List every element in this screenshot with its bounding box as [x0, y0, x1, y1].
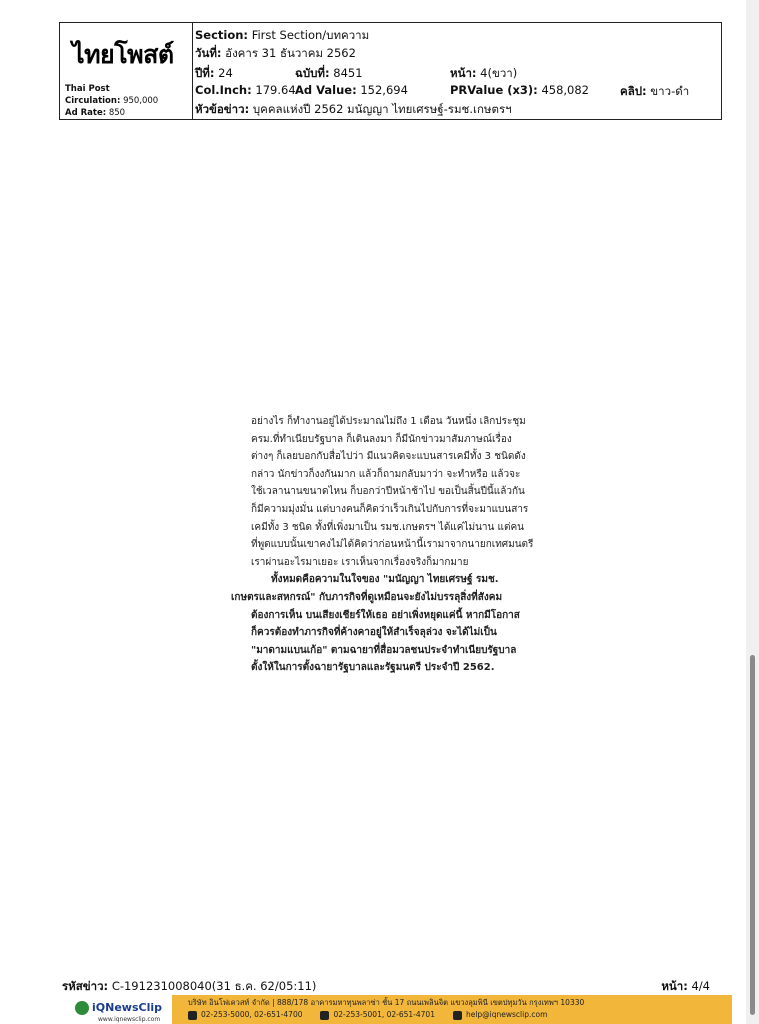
colinch-value: 179.64 [255, 83, 296, 97]
headline-value: บุคคลแห่งปี 2562 มนัญญา ไทยเศรษฐ์-รมช.เกษตรฯ [252, 102, 512, 116]
date-value: อังคาร 31 ธันวาคม 2562 [225, 46, 356, 60]
footer-bar [60, 994, 732, 1024]
email-item [453, 1010, 547, 1020]
article-paragraph-1 [251, 413, 541, 571]
phone-item [188, 1010, 302, 1020]
article-line: ที่พูดแบบนั้นเขาคงไม่ได้คิดว่าก่อนหน้านี้เรามาจากนายกเทศมนตรี [251, 539, 534, 551]
vertical-scrollbar[interactable] [746, 0, 759, 1024]
date-row [195, 45, 356, 63]
issue-label: ฉบับที่: [295, 66, 330, 80]
publication-info [65, 83, 158, 119]
news-code-label: รหัสข่าว: [62, 979, 109, 993]
prvalue-label: PRValue (x3): [450, 83, 538, 97]
article-line: ใช้เวลานานขนาดไหน ก็บอกว่าปีหน้าช้าไป ขอเป็นสิ้นปีนี้แล้วกัน [251, 486, 525, 498]
contact-row [188, 1010, 547, 1020]
year-label: ปีที่: [195, 66, 215, 80]
colinch-row [195, 83, 296, 97]
article-line: ต่างๆ ก็เลยบอกกับสื่อไปว่า มีแนวคิดจะแบนสารเคมีทั้ง 3 ชนิดดัง [251, 451, 526, 463]
advalue-row [295, 83, 408, 97]
adrate-label: Ad Rate: [65, 108, 107, 118]
article-line: "มาดามแบนเก้อ" ตามฉายาที่สื่อมวลชนประจำทำเนียบรัฐบาล [251, 644, 517, 656]
clip-value: ขาว-ดำ [650, 84, 690, 98]
advalue-label: Ad Value: [295, 83, 357, 97]
advalue-value: 152,694 [360, 83, 408, 97]
article-line: เคมีทั้ง 3 ชนิด ทั้งที่เพิ่งมาเป็น รมช.เกษตรฯ ได้แค่ไม่นาน แต่คน [251, 521, 524, 533]
section-value: First Section/บทความ [251, 28, 370, 42]
article-line: ตั้งให้ในการตั้งฉายารัฐบาลและรัฐมนตรี ประจำปี 2562. [251, 662, 495, 674]
section-label: Section: [195, 28, 249, 42]
phone-text: 02-253-5000, 02-651-4700 [201, 1010, 303, 1019]
news-code-value: C-191231008040(31 ธ.ค. 62/05:11) [111, 979, 317, 993]
article-paragraph-2 [231, 571, 541, 677]
adrate-value: 850 [108, 108, 126, 118]
newspaper-logo: ไทยโพสต์ [72, 40, 174, 69]
issue-row [295, 65, 363, 83]
article-line: อย่างไร ก็ทำงานอยู่ได้ประมาณไม่ถึง 1 เดือน วันหนึ่ง เลิกประชุม [251, 416, 526, 427]
page-row [450, 65, 517, 83]
publication-panel [60, 23, 193, 119]
headline-row [195, 101, 512, 119]
fax-icon [320, 1011, 329, 1020]
phone-icon [188, 1011, 197, 1020]
article-line: ต้องการเห็น บนเสียงเชียร์ให้เธอ อย่าเพิ่งหยุดแค่นี้ หากมีโอกาส [251, 609, 520, 621]
clip-metadata [195, 25, 720, 119]
year-value: 24 [218, 66, 233, 80]
iq-mark-icon [75, 1001, 89, 1015]
colinch-label: Col.Inch: [195, 83, 252, 97]
page-label: หน้า: [450, 66, 477, 80]
issue-value: 8451 [333, 66, 363, 80]
headline-label: หัวข้อข่าว: [195, 102, 250, 116]
email-text: help@iqnewsclip.com [465, 1010, 548, 1019]
page-counter-value: 4/4 [691, 979, 710, 993]
pub-name: Thai Post [65, 84, 110, 94]
circulation-value: 950,000 [123, 96, 159, 106]
clip-row [620, 83, 689, 101]
article-line: เกษตรและสหกรณ์" กับภารกิจที่ดูเหมือนจะยังไม่บรรลุสิ่งที่สังคม [231, 591, 503, 603]
fax-item [320, 1010, 434, 1020]
clip-label: คลิป: [620, 84, 647, 98]
section-row [195, 27, 369, 45]
date-label: วันที่: [195, 46, 222, 60]
article-line: ครม.ที่ทำเนียบรัฐบาล ก็เดินลงมา ก็มีนักข่าวมาสัมภาษณ์เรื่อง [251, 433, 512, 445]
iq-brand-url: www.iqnewsclip.com [98, 1016, 161, 1023]
scrollbar-thumb[interactable] [750, 655, 755, 1015]
mail-icon [453, 1011, 462, 1020]
fax-text: 02-253-5001, 02-651-4701 [333, 1010, 435, 1019]
prvalue-row [450, 83, 589, 97]
article-line: ก็ควรต้องทำภารกิจที่ค้างคาอยู่ให้สำเร็จลุล่วง จะได้ไม่เป็น [251, 627, 497, 639]
company-address: บริษัท อินโฟเควสท์ จำกัด | 888/178 อาคารมหาทุนพลาซ่า ชั้น 17 ถนนเพลินจิต แขวงลุมพินี เขตปทุมวัน กรุงเทพฯ 10330 [188, 998, 585, 1007]
article-line: กล่าว นักข่าวก็งงกันมาก แล้วก็ถามกลับมาว่า จะทำหรือ แล้วจะ [251, 468, 521, 480]
article-body [231, 413, 541, 677]
iqnewsclip-logo [70, 998, 170, 1024]
contact-strip [172, 995, 732, 1024]
year-row [195, 65, 233, 83]
article-line: ทั้งหมดคือความในใจของ "มนัญญา ไทยเศรษฐ์ รมช. [271, 574, 499, 586]
page-value: 4(ขวา) [480, 66, 518, 80]
iq-brand-text: iQNewsClip [92, 1001, 162, 1014]
article-line: ก็มีความมุ่งมั่น แต่บางคนก็คิดว่าเร็วเกินไปกับการที่จะมาแบนสาร [251, 503, 529, 515]
clip-header-box [59, 22, 722, 120]
circulation-label: Circulation: [65, 96, 121, 106]
article-line: เราผ่านอะไรมาเยอะ เราเห็นจากเรื่องจริงก็มากมาย [251, 556, 469, 568]
prvalue-value: 458,082 [541, 83, 589, 97]
page-counter-label: หน้า: [661, 979, 688, 993]
